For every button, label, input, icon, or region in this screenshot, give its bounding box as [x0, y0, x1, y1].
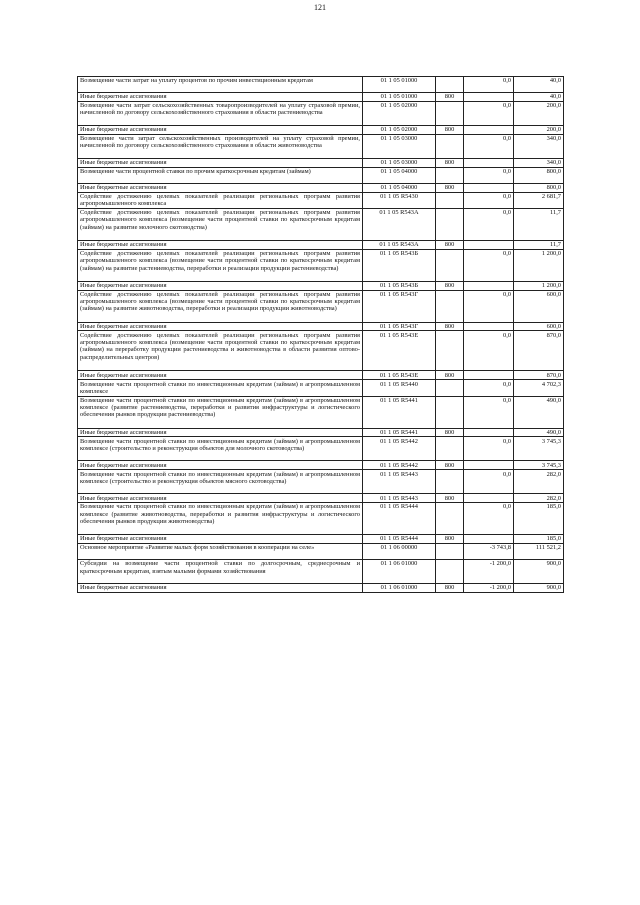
table-row	[78, 470, 564, 494]
row-code-cell: 01 1 05 R5441	[363, 428, 436, 437]
row-code-cell: 01 1 05 R543Е	[363, 331, 436, 371]
table-row	[78, 380, 564, 396]
row-expense-type-cell: 800	[436, 125, 464, 134]
row-change-cell	[464, 158, 514, 167]
row-expense-type-cell: 800	[436, 428, 464, 437]
row-code-cell: 01 1 05 R5440	[363, 380, 436, 396]
row-name-cell: Иные бюджетные ассигнования	[78, 322, 363, 331]
row-total-cell: 340,0	[514, 158, 564, 167]
row-code-cell: 01 1 05 R543Е	[363, 371, 436, 380]
row-total-cell: 111 521,2	[514, 544, 564, 560]
row-code-cell: 01 1 05 R5444	[363, 535, 436, 544]
row-name-cell: Иные бюджетные ассигнования	[78, 494, 363, 503]
row-expense-type-cell: 800	[436, 93, 464, 102]
row-total-cell: 870,0	[514, 371, 564, 380]
table-row	[78, 535, 564, 544]
row-total-cell: 900,0	[514, 560, 564, 584]
row-name-cell: Иные бюджетные ассигнования	[78, 461, 363, 470]
row-total-cell: 282,0	[514, 470, 564, 494]
row-change-cell: 0,0	[464, 470, 514, 494]
row-change-cell: 0,0	[464, 208, 514, 240]
row-name-cell: Содействие достижению целевых показателей реализации региональных программ развития агропромышленного комплекса (возмещение части процентной ставки по краткосрочным кредитам (займам) на развитие растениеводства, переработки и реализации продукции растениеводства)	[78, 249, 363, 281]
table-row	[78, 396, 564, 428]
table-row	[78, 371, 564, 380]
table-row	[78, 192, 564, 208]
row-total-cell: 1 200,0	[514, 249, 564, 281]
table-row	[78, 77, 564, 93]
row-change-cell	[464, 240, 514, 249]
row-code-cell: 01 1 05 R5443	[363, 470, 436, 494]
row-change-cell: -1 200,0	[464, 560, 514, 584]
row-code-cell: 01 1 05 03000	[363, 158, 436, 167]
row-expense-type-cell: 800	[436, 371, 464, 380]
table-row	[78, 93, 564, 102]
row-total-cell: 11,7	[514, 208, 564, 240]
row-change-cell	[464, 183, 514, 192]
row-change-cell: 0,0	[464, 437, 514, 461]
row-code-cell: 01 1 06 01000	[363, 584, 436, 593]
row-expense-type-cell	[436, 134, 464, 158]
table-row	[78, 544, 564, 560]
row-code-cell: 01 1 05 03000	[363, 134, 436, 158]
table-row	[78, 461, 564, 470]
row-code-cell: 01 1 05 04000	[363, 167, 436, 183]
row-change-cell	[464, 494, 514, 503]
row-name-cell: Иные бюджетные ассигнования	[78, 584, 363, 593]
table-row	[78, 208, 564, 240]
budget-table	[77, 76, 564, 593]
row-expense-type-cell	[436, 331, 464, 371]
row-name-cell: Иные бюджетные ассигнования	[78, 428, 363, 437]
row-expense-type-cell	[436, 544, 464, 560]
row-change-cell: 0,0	[464, 167, 514, 183]
row-code-cell: 01 1 05 02000	[363, 101, 436, 125]
row-name-cell: Возмещение части затрат на уплату процентов по прочим инвестиционным кредитам	[78, 77, 363, 93]
row-expense-type-cell	[436, 560, 464, 584]
row-expense-type-cell	[436, 470, 464, 494]
row-total-cell: 870,0	[514, 331, 564, 371]
table-row	[78, 322, 564, 331]
row-change-cell	[464, 93, 514, 102]
row-change-cell	[464, 125, 514, 134]
row-name-cell: Основное мероприятие «Развитие малых форм хозяйствования в кооперации на селе»	[78, 544, 363, 560]
page-number: 121	[314, 3, 326, 12]
row-name-cell: Иные бюджетные ассигнования	[78, 183, 363, 192]
row-code-cell: 01 1 05 02000	[363, 125, 436, 134]
row-code-cell: 01 1 05 R5430	[363, 192, 436, 208]
row-total-cell: 800,0	[514, 183, 564, 192]
row-name-cell: Возмещение части процентной ставки по инвестиционным кредитам (займам) в агропромышленном комплексе (строительство и реконструкция объектов мясного скотоводства)	[78, 470, 363, 494]
row-change-cell: 0,0	[464, 134, 514, 158]
row-expense-type-cell: 800	[436, 535, 464, 544]
row-code-cell: 01 1 05 R543А	[363, 240, 436, 249]
row-code-cell: 01 1 05 R5443	[363, 494, 436, 503]
row-total-cell: 2 681,7	[514, 192, 564, 208]
row-name-cell: Возмещение части затрат сельскохозяйственных товаропроизводителей на уплату страховой премии, начисленной по договору сельскохозяйственного страхования в области растениеводства	[78, 101, 363, 125]
row-code-cell: 01 1 06 00000	[363, 544, 436, 560]
row-total-cell: 490,0	[514, 428, 564, 437]
row-change-cell	[464, 535, 514, 544]
table-row	[78, 437, 564, 461]
row-change-cell: 0,0	[464, 396, 514, 428]
row-code-cell: 01 1 05 R543Г	[363, 290, 436, 322]
row-code-cell: 01 1 05 01000	[363, 93, 436, 102]
row-expense-type-cell	[436, 290, 464, 322]
row-name-cell: Иные бюджетные ассигнования	[78, 125, 363, 134]
table-row	[78, 290, 564, 322]
row-code-cell: 01 1 05 R5444	[363, 503, 436, 535]
row-total-cell: 600,0	[514, 322, 564, 331]
table-row	[78, 249, 564, 281]
table-row	[78, 428, 564, 437]
row-expense-type-cell	[436, 77, 464, 93]
row-total-cell: 40,0	[514, 77, 564, 93]
row-change-cell	[464, 371, 514, 380]
row-total-cell: 900,0	[514, 584, 564, 593]
row-code-cell: 01 1 05 R5442	[363, 437, 436, 461]
row-expense-type-cell	[436, 101, 464, 125]
table-row	[78, 158, 564, 167]
row-name-cell: Возмещение части процентной ставки по прочим краткосрочным кредитам (займам)	[78, 167, 363, 183]
row-change-cell: 0,0	[464, 249, 514, 281]
row-name-cell: Содействие достижению целевых показателей реализации региональных программ развития агропромышленного комплекса (возмещение части процентной ставки по краткосрочным кредитам (займам) на переработку продукции растениеводства и животноводства в области развития оптово-распределительных центров)	[78, 331, 363, 371]
table-row	[78, 494, 564, 503]
row-name-cell: Иные бюджетные ассигнования	[78, 535, 363, 544]
row-code-cell: 01 1 06 01000	[363, 560, 436, 584]
row-name-cell: Иные бюджетные ассигнования	[78, 93, 363, 102]
table-row	[78, 281, 564, 290]
row-change-cell	[464, 461, 514, 470]
table-row	[78, 331, 564, 371]
row-expense-type-cell: 800	[436, 584, 464, 593]
row-change-cell: -1 200,0	[464, 584, 514, 593]
row-name-cell: Содействие достижению целевых показателей реализации региональных программ развития агропромышленного комплекса (возмещение части процентной ставки по краткосрочным кредитам (займам) на развитие животноводства, переработки и реализации продукции животноводства)	[78, 290, 363, 322]
table-row	[78, 183, 564, 192]
row-change-cell: 0,0	[464, 290, 514, 322]
row-expense-type-cell	[436, 396, 464, 428]
row-change-cell: 0,0	[464, 101, 514, 125]
row-name-cell: Содействие достижению целевых показателей реализации региональных программ развития агропромышленного комплекса (возмещение части процентной ставки по краткосрочным кредитам (займам) на развитие молочного скотоводства)	[78, 208, 363, 240]
table-row	[78, 503, 564, 535]
row-expense-type-cell: 800	[436, 183, 464, 192]
row-total-cell: 340,0	[514, 134, 564, 158]
row-total-cell: 3 745,3	[514, 461, 564, 470]
row-expense-type-cell	[436, 503, 464, 535]
row-total-cell: 40,0	[514, 93, 564, 102]
row-total-cell: 490,0	[514, 396, 564, 428]
row-change-cell: 0,0	[464, 331, 514, 371]
row-code-cell: 01 1 05 01000	[363, 77, 436, 93]
row-expense-type-cell: 800	[436, 461, 464, 470]
table-row	[78, 134, 564, 158]
row-change-cell: 0,0	[464, 503, 514, 535]
row-total-cell: 4 702,3	[514, 380, 564, 396]
row-name-cell: Субсидии на возмещение части процентной ставки по долгосрочным, среднесрочным и краткосрочным кредитам, взятым малыми формами хозяйствования	[78, 560, 363, 584]
row-total-cell: 200,0	[514, 101, 564, 125]
row-expense-type-cell	[436, 249, 464, 281]
table-row	[78, 101, 564, 125]
row-expense-type-cell	[436, 192, 464, 208]
row-total-cell: 200,0	[514, 125, 564, 134]
row-total-cell: 1 200,0	[514, 281, 564, 290]
row-code-cell: 01 1 05 R543Б	[363, 249, 436, 281]
row-name-cell: Иные бюджетные ассигнования	[78, 158, 363, 167]
row-change-cell	[464, 281, 514, 290]
row-total-cell: 11,7	[514, 240, 564, 249]
row-total-cell: 282,0	[514, 494, 564, 503]
row-change-cell: -3 743,8	[464, 544, 514, 560]
table-row	[78, 560, 564, 584]
row-code-cell: 01 1 05 R543А	[363, 208, 436, 240]
row-name-cell: Иные бюджетные ассигнования	[78, 240, 363, 249]
row-expense-type-cell	[436, 437, 464, 461]
row-total-cell: 600,0	[514, 290, 564, 322]
row-total-cell: 185,0	[514, 503, 564, 535]
row-name-cell: Содействие достижению целевых показателей реализации региональных программ развития агропромышленного комплекса	[78, 192, 363, 208]
row-total-cell: 800,0	[514, 167, 564, 183]
row-change-cell	[464, 322, 514, 331]
row-expense-type-cell	[436, 167, 464, 183]
row-expense-type-cell	[436, 208, 464, 240]
row-name-cell: Иные бюджетные ассигнования	[78, 371, 363, 380]
row-name-cell: Возмещение части процентной ставки по инвестиционным кредитам (займам) в агропромышленном комплексе (развитие животноводства, переработки и развития инфраструктуры и логистического обеспечения рынков продукции животноводства)	[78, 503, 363, 535]
row-expense-type-cell: 800	[436, 158, 464, 167]
row-code-cell: 01 1 05 R5442	[363, 461, 436, 470]
row-name-cell: Возмещение части процентной ставки по инвестиционным кредитам (займам) в агропромышленном комплексе (развитие растениеводства, переработки и развития инфраструктуры и логистического обеспечения рынков продукции растениеводства)	[78, 396, 363, 428]
row-code-cell: 01 1 05 R5441	[363, 396, 436, 428]
row-total-cell: 185,0	[514, 535, 564, 544]
row-code-cell: 01 1 05 R543Б	[363, 281, 436, 290]
table-row	[78, 240, 564, 249]
table-row	[78, 125, 564, 134]
row-code-cell: 01 1 05 04000	[363, 183, 436, 192]
table-row	[78, 167, 564, 183]
row-expense-type-cell: 800	[436, 281, 464, 290]
row-name-cell: Иные бюджетные ассигнования	[78, 281, 363, 290]
row-change-cell: 0,0	[464, 192, 514, 208]
row-expense-type-cell: 800	[436, 494, 464, 503]
row-code-cell: 01 1 05 R543Г	[363, 322, 436, 331]
row-name-cell: Возмещение части процентной ставки по инвестиционным кредитам (займам) в агропромышленном комплексе	[78, 380, 363, 396]
row-name-cell: Возмещение части процентной ставки по инвестиционным кредитам (займам) в агропромышленном комплексе (строительство и реконструкция объектов для молочного скотоводства)	[78, 437, 363, 461]
row-expense-type-cell	[436, 380, 464, 396]
row-name-cell: Возмещение части затрат сельскохозяйственных производителей на уплату страховой премии, начисленной по договору сельскохозяйственного страхования в области животноводства	[78, 134, 363, 158]
table-row	[78, 584, 564, 593]
row-change-cell: 0,0	[464, 77, 514, 93]
row-change-cell: 0,0	[464, 380, 514, 396]
row-expense-type-cell: 800	[436, 240, 464, 249]
row-expense-type-cell: 800	[436, 322, 464, 331]
row-total-cell: 3 745,3	[514, 437, 564, 461]
row-change-cell	[464, 428, 514, 437]
